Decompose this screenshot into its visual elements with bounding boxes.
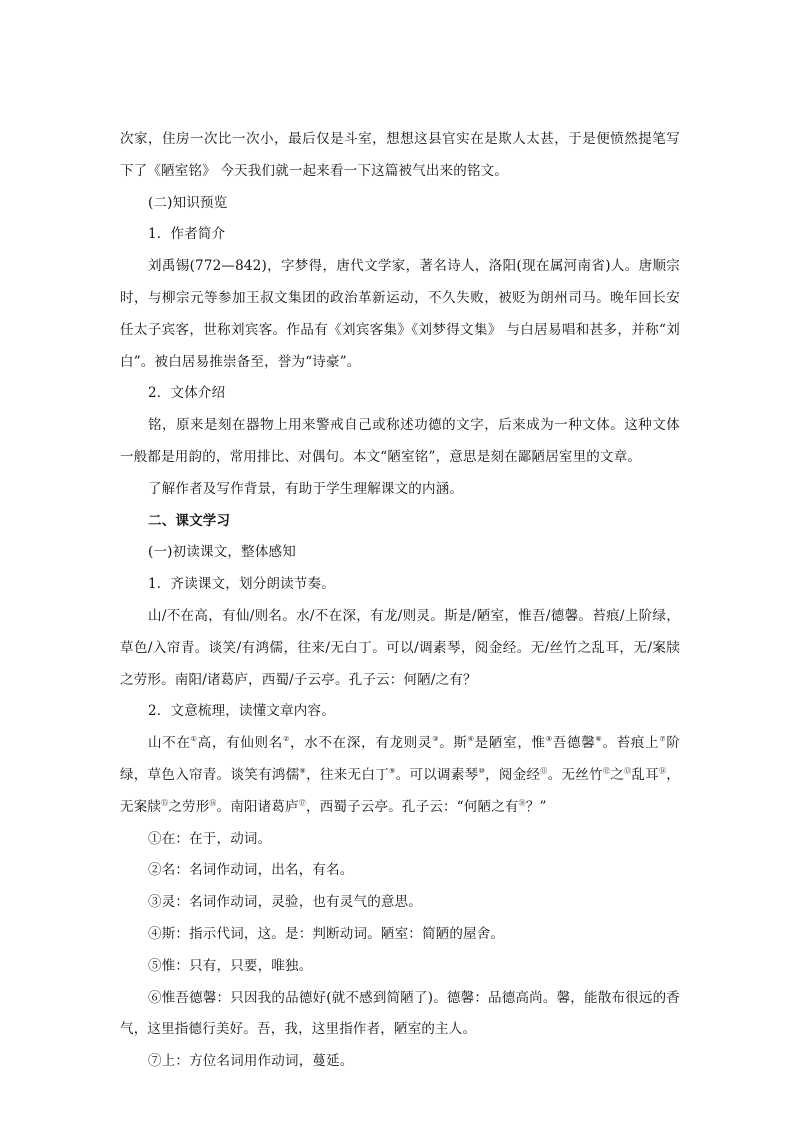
footnote-marker: ① — [190, 735, 198, 744]
annotated-text-segment: 之 — [610, 766, 625, 783]
annotated-text-segment: 之劳形 — [168, 798, 210, 815]
paragraph-reading-rhythm: 山/不在高，有仙/则名。水/不在深，有龙/则灵。斯是/陋室，惟吾/德馨。苔痕/上阶绿，草色/入帘青。谈笑/有鸿儒，往来/无白丁。可以/调素琴，阅金经。无/丝竹之乱耳，无/案牍之劳形。南阳/诸葛庐，西蜀/子云亭。孔子云：何陋/之有？ — [120, 607, 680, 688]
heading-knowledge-preview: (二)知识预览 — [148, 194, 228, 211]
note-2: ②名：名词作动词，出名，有名。 — [148, 862, 354, 879]
heading-text-analysis: 2．文意梳理，读懂文章内容。 — [148, 703, 335, 720]
annotated-text-segment: 。可以调素琴 — [395, 766, 479, 783]
heading-read-aloud: 1．齐读课文，划分朗读节奏。 — [148, 576, 335, 593]
note-4: ④斯：指示代词，这。是：判断动词。陋室：简陋的屋舍。 — [148, 925, 505, 942]
annotated-text-segment: 乱耳 — [631, 766, 659, 783]
annotated-text-segment: 吾德馨 — [552, 735, 596, 752]
heading-first-reading: (一)初读课文，整体感知 — [148, 544, 296, 561]
heading-genre-intro: 2．文体介绍 — [148, 385, 226, 402]
footnote-marker: ③ — [432, 735, 440, 744]
footnote-marker: ⑰ — [298, 798, 307, 807]
heading-author-intro: 1．作者简介 — [148, 226, 226, 243]
paragraph-background-note: 了解作者及写作背景，有助于学生理解课文的内涵。 — [148, 480, 464, 497]
footnote-marker: ④ — [467, 735, 475, 744]
paragraph-author-bio: 刘禹锡(772—842)，字梦得，唐代文学家，著名诗人，洛阳(现在属河南省)人。唐顺宗时，与柳宗元等参加王叔文集团的政治革新运动，不久失败，被贬为朗州司马。晚年回长安任太子宾客，世称刘宾客。作品有《刘宾客集》《刘梦得文集》 与白居易唱和甚多，并称“刘白”。被白居易推崇备至，誉为“诗豪”。 — [120, 258, 680, 370]
annotated-text-segment: ，阅金经 — [485, 766, 541, 783]
footnote-marker: ⑦ — [659, 735, 667, 744]
footnote-marker: ② — [283, 735, 290, 744]
annotated-text-segment: ？” — [525, 798, 547, 815]
footnote-marker: ⑮ — [161, 798, 169, 807]
note-6: ⑥惟吾德馨：只因我的品德好(就不感到简陋了)。德馨：品德高尚。馨，能散布很远的香气，这里指德行美好。吾，我，这里指作者，陋室的主人。 — [120, 989, 680, 1038]
annotated-text-segment: ，无案牍 — [120, 766, 680, 815]
annotated-text-segment: 是陋室，惟 — [474, 735, 546, 752]
note-1: ①在：在于，动词。 — [148, 830, 272, 847]
note-7: ⑦上：方位名词用作动词，蔓延。 — [148, 1053, 354, 1070]
annotated-text-segment: ，西蜀子云亭。孔子云：“何陋之有 — [306, 798, 519, 815]
paragraph-annotated-text — [120, 728, 680, 823]
footnote-marker: ⑯ — [209, 798, 217, 807]
paragraph-genre: 铭，原来是刻在器物上用来警戒自己或称述功德的文字，后来成为一种文体。这种文体一般都是用韵的，常用排比、对偶句。本文“陋室铭”，意思是刻在鄙陋居室里的文章。 — [120, 417, 680, 465]
annotated-text-segment: 。南阳诸葛庐 — [216, 798, 299, 815]
note-5: ⑤惟：只有，只要，唯独。 — [148, 957, 313, 974]
document-page — [120, 124, 680, 1078]
footnote-marker: ⑥ — [595, 735, 603, 744]
footnote-marker: ⑫ — [602, 766, 611, 775]
annotated-text-segment: 山不在 — [148, 735, 191, 752]
footnote-marker: ⑱ — [518, 798, 526, 807]
annotated-text-segment: ，往来无白丁 — [306, 766, 390, 783]
footnote-marker: ⑨ — [389, 766, 396, 775]
footnote-marker: ⑧ — [299, 766, 307, 775]
footnote-marker: ⑩ — [478, 766, 486, 775]
annotated-text-segment: 。苔痕上 — [602, 735, 660, 752]
footnote-marker: ⑪ — [540, 766, 548, 775]
footnote-marker: ⑭ — [658, 766, 667, 775]
annotated-text-segment: 。无丝竹 — [547, 766, 603, 783]
note-3: ③灵：名词作动词，灵验，也有灵气的意思。 — [148, 894, 422, 911]
section-title-text-study: 二、课文学习 — [148, 512, 231, 529]
footnote-marker: ⑬ — [624, 766, 632, 775]
annotated-text-segment: 高，有仙则名 — [197, 735, 283, 752]
annotated-text-segment: 阶绿，草色入帘青。谈笑有鸿儒 — [120, 735, 681, 783]
annotated-text-segment: 。斯 — [439, 735, 468, 752]
footnote-marker: ⑤ — [545, 735, 553, 744]
annotated-text-segment: ，水不在深，有龙则灵 — [290, 735, 433, 752]
paragraph-story-ending: 次家，住房一次比一次小，最后仅是斗室，想想这县官实在是欺人太甚，于是便愤然提笔写下了《陋室铭》 今天我们就一起来看一下这篇被气出来的铭文。 — [120, 131, 680, 179]
